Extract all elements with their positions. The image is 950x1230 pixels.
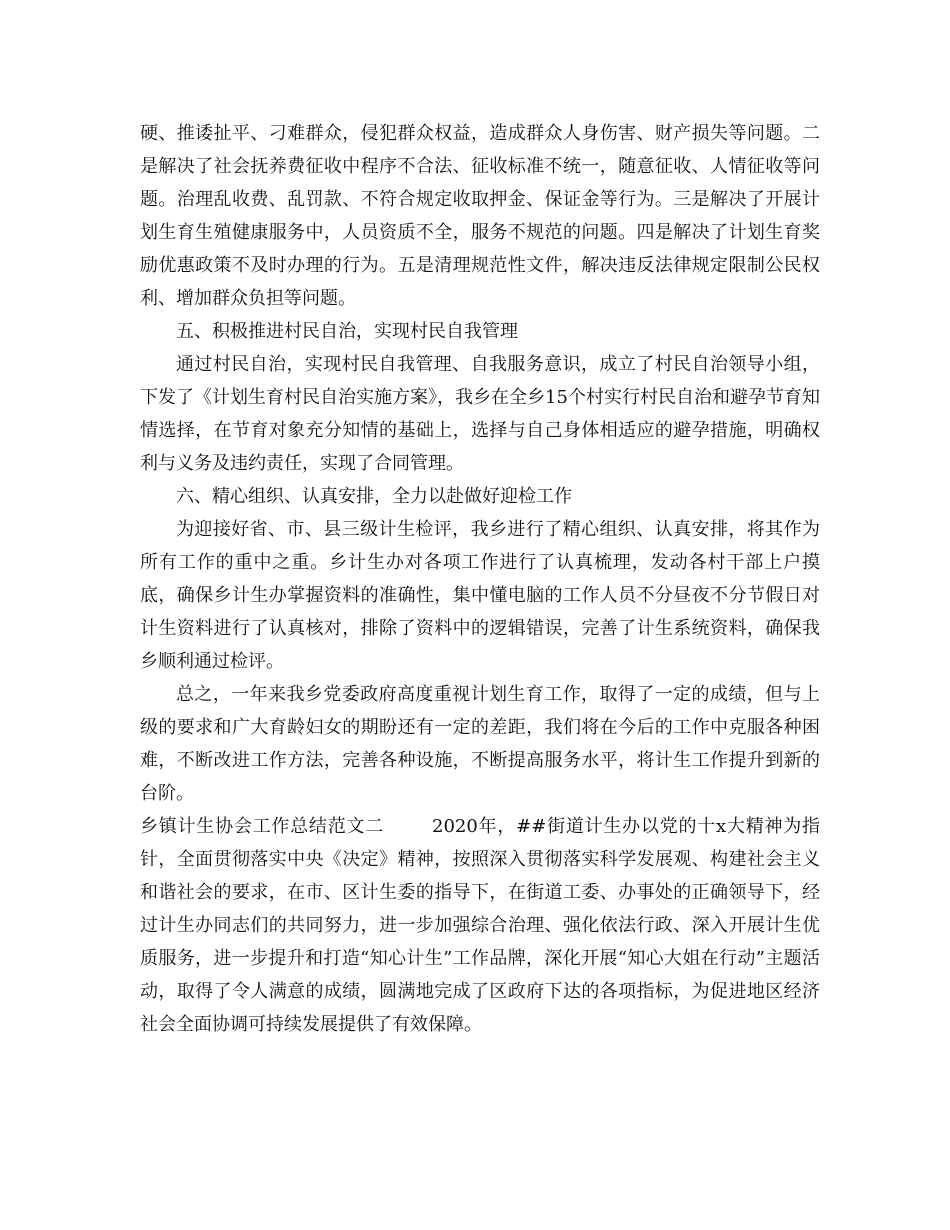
sample-two-body: 2020年，##街道计生办以党的十x大精神为指针，全面贯彻落实中央《决定》精神，按照深入贯彻落实科学发展观、构建社会主义和谐社会的要求，在市、区计生委的指导下，在街道工委、办事处的正确领导下，经过计生办同志们的共同努力，进一步加强综合治理、强化依法行政、深入开展计生优质服务，进一步提升和打造“知心计生”工作品牌，深化开展“知心大姐在行动”主题活动，取得了令人满意的成绩，圆满地完成了区政府下达的各项指标，为促进地区经济社会全面协调可持续发展提供了有效保障。 <box>140 816 821 1035</box>
document-page <box>140 117 820 1041</box>
paragraph-conclusion: 总之，一年来我乡党委政府高度重视计划生育工作，取得了一定的成绩，但与上级的要求和广大育龄妇女的期盼还有一定的差距，我们将在今后的工作中克服各种困难，不断改进工作方法，完善各种设施，不断提高服务水平，将计生工作提升到新的台阶。 <box>140 684 820 804</box>
paragraph-inspection-preparation: 为迎接好省、市、县三级计生检评，我乡进行了精心组织、认真安排，将其作为所有工作的重中之重。乡计生办对各项工作进行了认真梳理，发动各村干部上户摸底，确保乡计生办掌握资料的准确性，集中懂电脑的工作人员不分昼夜不分节假日对计生资料进行了认真核对，排除了资料中的逻辑错误，完善了计生系统资料，确保我乡顺利通过检评。 <box>140 519 820 672</box>
paragraph-village-autonomy: 通过村民自治，实现村民自我管理、自我服务意识，成立了村民自治领导小组，下发了《计划生育村民自治实施方案》，我乡在全乡15个村实行村民自治和避孕节育知情选择，在节育对象充分知情的基础上，选择与自己身体相适应的避孕措施，明确权利与义务及违约责任，实现了合同管理。 <box>140 354 820 474</box>
paragraph-sample-two <box>140 810 820 1041</box>
sample-two-title: 乡镇计生协会工作总结范文二 <box>140 816 385 837</box>
section-heading-five: 五、积极推进村民自治，实现村民自我管理 <box>176 321 518 342</box>
section-heading-six: 六、精心组织、认真安排，全力以赴做好迎检工作 <box>176 486 572 507</box>
paragraph-problems-solved: 硬、推诿扯平、刁难群众，侵犯群众权益，造成群众人身伤害、财产损失等问题。二是解决了社会抚养费征收中程序不合法、征收标准不统一，随意征收、人情征收等问题。治理乱收费、乱罚款、不符合规定收取押金、保证金等行为。三是解决了开展计划生育生殖健康服务中，人员资质不全，服务不规范的问题。四是解决了计划生育奖励优惠政策不及时办理的行为。五是清理规范性文件，解决违反法律规定限制公民权利、增加群众负担等问题。 <box>140 123 820 309</box>
